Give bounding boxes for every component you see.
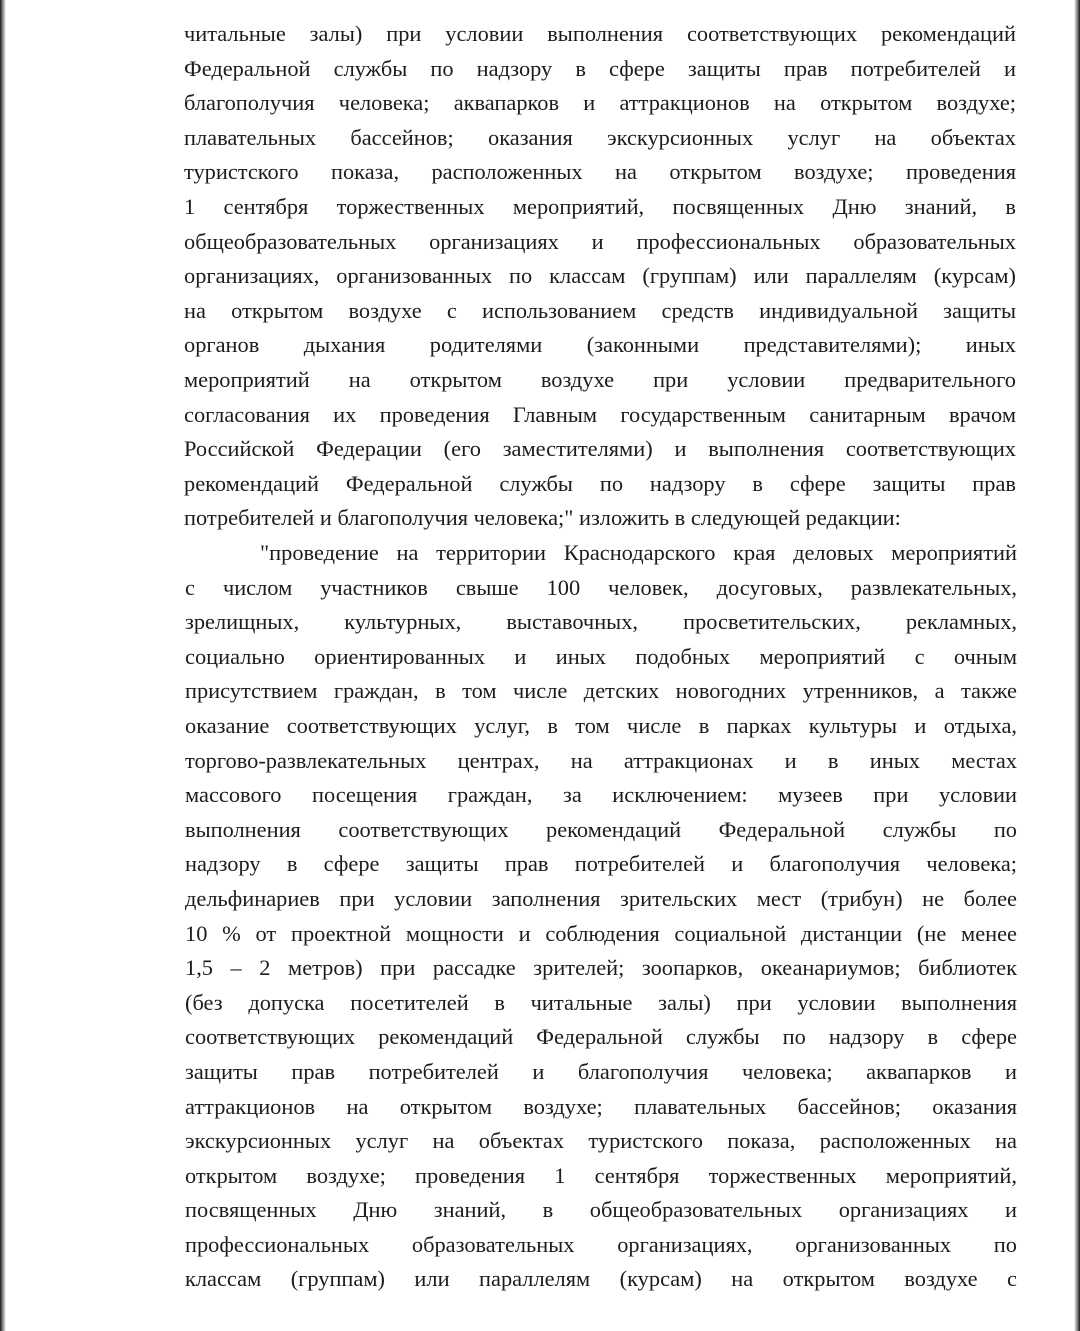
text-line: аттракционов на открытом воздухе; плавательных бассейнов; оказания <box>185 1093 1017 1119</box>
text-line: оказание соответствующих услуг, в том числе в парках культуры и отдыха, <box>185 712 1017 738</box>
text-line: (без допуска посетителей в читальные залы) при условии выполнения <box>185 989 1017 1015</box>
text-line: 1 сентября торжественных мероприятий, посвященных Дню знаний, в <box>184 193 1016 219</box>
text-line: 1,5 – 2 метров) при рассадке зрителей; зоопарков, океанариумов; библиотек <box>185 955 1017 981</box>
text-line: посвященных Дню знаний, в общеобразовательных организациях и <box>185 1197 1017 1223</box>
text-line: "проведение на территории Краснодарского края деловых мероприятий <box>260 540 1017 565</box>
text-line: выполнения соответствующих рекомендаций Федеральной службы по <box>185 816 1017 842</box>
page-edge-left <box>0 0 6 1331</box>
text-line: открытом воздухе; проведения 1 сентября торжественных мероприятий, <box>185 1162 1017 1188</box>
paragraph-continuation <box>184 17 1016 536</box>
text-line: на открытом воздухе с использованием средств индивидуальной защиты <box>184 297 1016 323</box>
paragraph-new-wording <box>185 536 1017 1297</box>
text-line: рекомендаций Федеральной службы по надзору в сфере защиты прав <box>184 470 1016 496</box>
text-line: плавательных бассейнов; оказания экскурсионных услуг на объектах <box>184 124 1016 150</box>
text-line: зрелищных, культурных, выставочных, просветительских, рекламных, <box>185 609 1017 635</box>
text-line: дельфинариев при условии заполнения зрительских мест (трибун) не более <box>185 885 1017 911</box>
text-line: мероприятий на открытом воздухе при условии предварительного <box>184 366 1016 392</box>
text-line: органов дыхания родителями (законными представителями); иных <box>184 332 1016 358</box>
text-line: общеобразовательных организациях и профессиональных образовательных <box>184 228 1016 254</box>
text-line: социально ориентированных и иных подобных мероприятий с очным <box>185 643 1017 669</box>
text-line: организациях, организованных по классам (группам) или параллелям (курсам) <box>184 263 1016 289</box>
text-line: Федеральной службы по надзору в сфере защиты прав потребителей и <box>184 55 1016 81</box>
text-line: соответствующих рекомендаций Федеральной службы по надзору в сфере <box>185 1024 1017 1050</box>
text-line: читальные залы) при условии выполнения соответствующих рекомендаций <box>184 21 1016 46</box>
text-line: Российской Федерации (его заместителями) и выполнения соответствующих <box>184 436 1016 462</box>
text-line: торгово-развлекательных центрах, на аттракционах и в иных местах <box>185 747 1017 773</box>
text-line: благополучия человека; аквапарков и аттракционов на открытом воздухе; <box>184 90 1016 116</box>
text-line: согласования их проведения Главным государственным санитарным врачом <box>184 401 1016 427</box>
text-line: потребителей и благополучия человека;" изложить в следующей редакции: <box>184 505 901 531</box>
text-line: присутствием граждан, в том числе детских новогодних утренников, а также <box>185 678 1017 704</box>
text-line: экскурсионных услуг на объектах туристского показа, расположенных на <box>185 1128 1017 1154</box>
text-line: туристского показа, расположенных на открытом воздухе; проведения <box>184 159 1016 185</box>
text-line: профессиональных образовательных организациях, организованных по <box>185 1231 1017 1257</box>
text-line: надзору в сфере защиты прав потребителей и благополучия человека; <box>185 851 1017 877</box>
text-line: классам (группам) или параллелям (курсам) на открытом воздухе с <box>185 1266 1017 1292</box>
text-line: с числом участников свыше 100 человек, досуговых, развлекательных, <box>185 574 1017 600</box>
text-line: защиты прав потребителей и благополучия человека; аквапарков и <box>185 1058 1017 1084</box>
page-edge-right <box>1074 0 1080 1331</box>
text-line: 10 % от проектной мощности и соблюдения социальной дистанции (не менее <box>185 920 1017 946</box>
text-line: массового посещения граждан, за исключением: музеев при условии <box>185 782 1017 808</box>
